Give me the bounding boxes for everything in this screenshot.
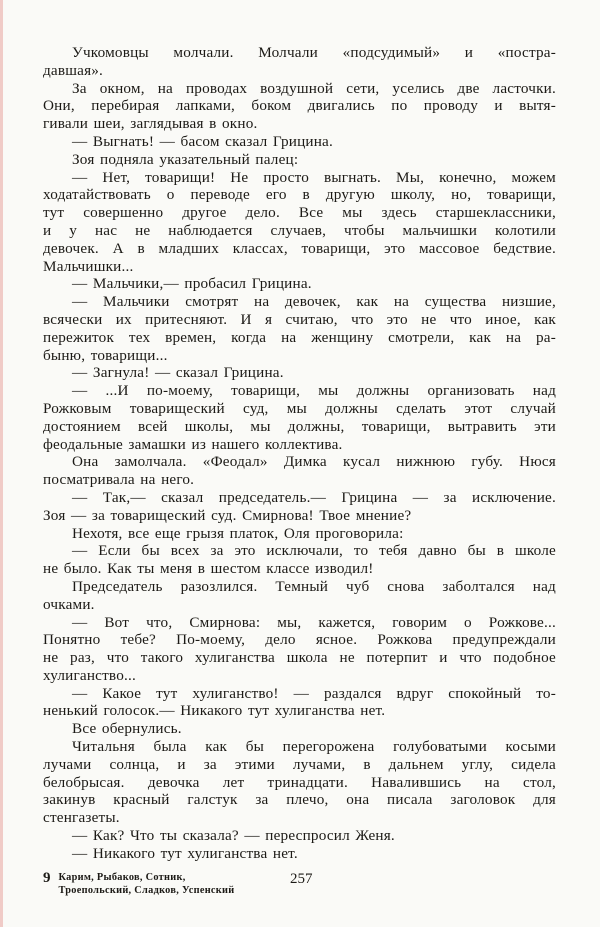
text-line: — Нет, товарищи! Не просто выгнать. Мы, конечно, можем [72,168,556,186]
text-line: не было. Как ты меня в шестом классе изводил! [43,560,374,578]
text-line: феодальные замашки из нашего коллектива. [43,435,343,453]
text-line: и у нас не наблюдается случаев, чтобы мальчишки колотили [43,221,556,239]
scan-edge-tint [0,0,3,927]
text-line: Читальня была как бы перегорожена голубоватыми косыми [72,738,556,756]
text-line: закинув красный галстук за плечо, она писала заголовок для [43,791,556,809]
text-line: — Выгнать! — басом сказал Грицина. [72,132,333,150]
text-line: Председатель разозлился. Темный чуб снова заболтался над [72,577,556,595]
signature-authors [59,871,235,897]
text-line: хулиганство... [43,666,136,684]
text-line: лучами солнца, и за этими лучами, в дальнем углу, сидела [43,755,556,773]
text-line: Она замолчала. «Феодал» Димка кусал нижнюю губу. Нюся [72,453,556,471]
text-line: Зоя — за товарищеский суд. Смирнова! Твое мнение? [43,506,412,524]
page-number: 257 [290,871,313,887]
text-line: Все обернулись. [72,720,182,738]
text-line: Рожковым товарищеский суд, мы должны сделать этот случай [43,399,556,417]
text-line: пережиток тех времен, когда на женщину смотрели, как на ра- [43,328,556,346]
page-text [43,44,556,863]
text-line: всячески их притесняют. И я считаю, что это не что иное, как [43,310,556,328]
text-line: ненький голосок.— Никакого тут хулиганства нет. [43,702,386,720]
text-line: достоянием всей школы, мы должны, товарищи, вытравить эти [43,417,556,435]
text-line: — Какое тут хулиганство! — раздался вдруг спокойный то- [72,684,556,702]
text-line: белобрысая. девочка лет тринадцати. Навалившись на стол, [43,773,556,791]
text-line: — Загнула! — сказал Грицина. [72,364,284,382]
signature-number: 9 [43,870,51,886]
text-line: Мальчишки... [43,257,134,275]
text-line: гивали шеи, заглядывая в окно. [43,115,258,133]
text-line: Понятно тебе? По-моему, дело ясное. Рожкова предупреждали [43,631,556,649]
text-line: девочек. А в младших классах, товарищи, это массовое бедствие. [43,239,556,257]
text-line: Учкомовцы молчали. Молчали «подсудимый» и «постра- [72,44,556,61]
text-line: посматривала на него. [43,471,195,489]
text-line: ходатайствовать о переводе его в другую школу, но, товарищи, [43,186,556,204]
text-line: За окном, на проводах воздушной сети, уселись две ласточки. [72,79,556,97]
text-line: — Вот что, Смирнова: мы, кажется, говорим о Рожкове... [72,613,556,631]
text-line: не раз, что такого хулиганства школа не потерпит и что подобное [43,649,556,667]
text-line: давшая». [43,61,104,79]
text-line: Зоя подняла указательный палец: [72,150,299,168]
text-line: — Так,— сказал председатель.— Грицина — за исключение. [72,488,556,506]
text-line: стенгазеты. [43,809,120,827]
text-line: — Никакого тут хулиганства нет. [72,844,298,862]
text-line: очками. [43,595,95,613]
text-line: — Мальчики смотрят на девочек, как на существа низшие, [72,293,556,311]
text-line: быню, товарищи... [43,346,168,364]
text-line: Нехотя, все еще грызя платок, Оля проговорила: [72,524,404,542]
signature-authors-line1: Карим, Рыбаков, Сотник, [58,872,186,883]
text-line: — Мальчики,— пробасил Грицина. [72,275,312,293]
text-line: — Если бы всех за это исключали, то тебя давно бы в школе [72,542,556,560]
text-line: — Как? Что ты сказала? — переспросил Женя. [72,827,395,845]
text-line: тут совершенно другое дело. Все мы здесь старшеклассники, [43,204,556,222]
signature-authors-line2: Троепольский, Сладков, Успенский [58,885,235,896]
text-line: Они, перебирая лапками, боком двигались по проводу и вытя- [43,97,556,115]
page-footer [43,871,556,897]
text-line: — ...И по-моему, товарищи, мы должны организовать над [72,382,556,400]
